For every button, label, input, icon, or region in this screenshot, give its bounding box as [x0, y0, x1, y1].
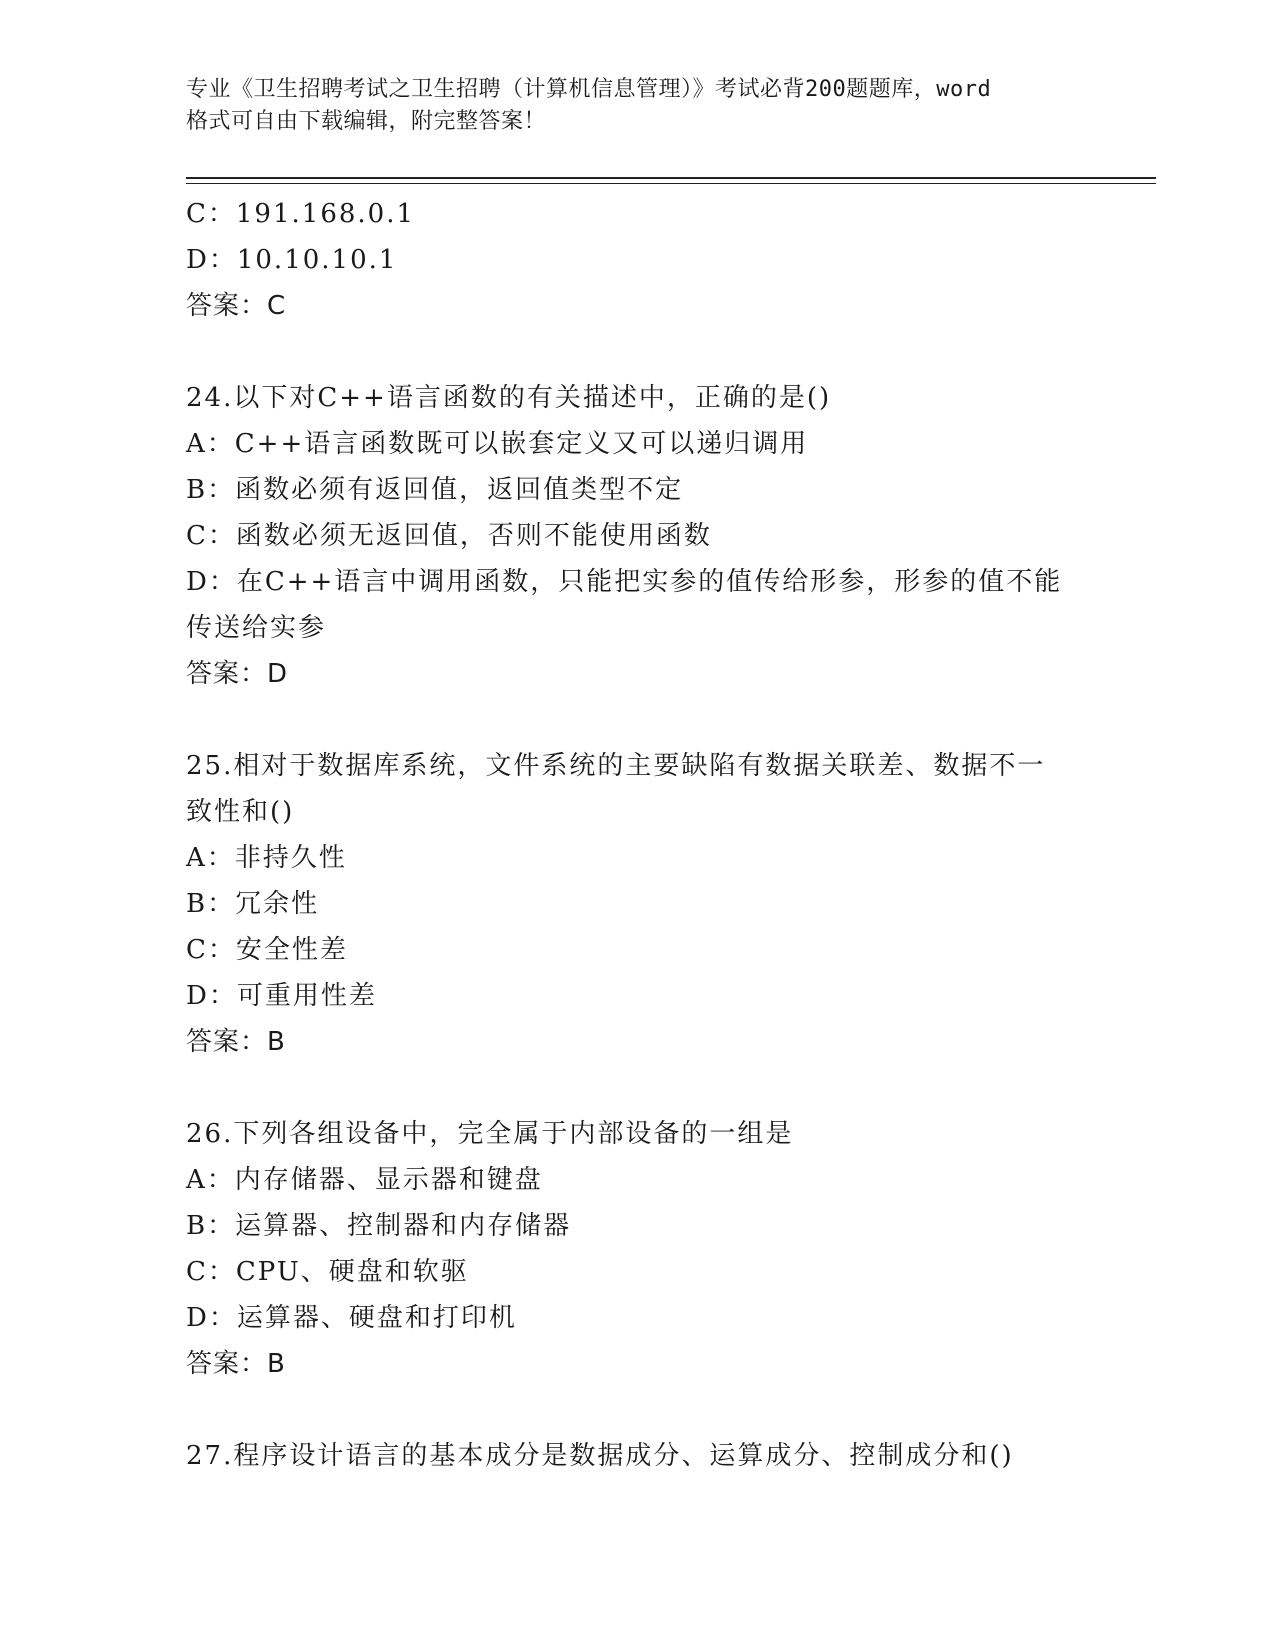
spacer — [186, 1065, 1086, 1111]
option-d: D：运算器、硬盘和打印机 — [186, 1303, 517, 1333]
question-list — [186, 191, 1086, 1479]
question-stem-continued: 致性和() — [186, 797, 295, 827]
question-27 — [186, 1433, 1086, 1479]
option-d-continued: 传送给实参 — [186, 613, 327, 643]
spacer — [186, 329, 1086, 375]
header-divider-thin — [186, 183, 1156, 184]
option-a: A：内存储器、显示器和键盘 — [186, 1165, 543, 1195]
header-title-line-2: 格式可自由下载编辑，附完整答案！ — [186, 109, 547, 134]
option-c: C：函数必须无返回值，否则不能使用函数 — [186, 521, 712, 551]
option-c: C：安全性差 — [186, 935, 348, 965]
option-d: D：在C++语言中调用函数，只能把实参的值传给形参，形参的值不能 — [186, 567, 1063, 597]
question-stem: 25.相对于数据库系统，文件系统的主要缺陷有数据关联差、数据不一 — [186, 751, 1046, 781]
header-divider-thick — [186, 177, 1156, 179]
answer-line: 答案：B — [186, 1027, 286, 1057]
option-b: B：冗余性 — [186, 889, 320, 919]
answer-line: 答案：C — [186, 291, 287, 321]
question-stem: 24.以下对C++语言函数的有关描述中，正确的是() — [186, 383, 832, 413]
question-26 — [186, 1111, 1086, 1387]
answer-line: 答案：B — [186, 1349, 286, 1379]
question-stem: 27.程序设计语言的基本成分是数据成分、运算成分、控制成分和() — [186, 1441, 1014, 1471]
question-stem: 26.下列各组设备中，完全属于内部设备的一组是 — [186, 1119, 794, 1149]
question-24 — [186, 375, 1086, 697]
document-header — [186, 74, 1086, 138]
option-c: C：CPU、硬盘和软驱 — [186, 1257, 469, 1287]
option-b: B：函数必须有返回值，返回值类型不定 — [186, 475, 684, 505]
option-a: A：非持久性 — [186, 843, 347, 873]
option-a: A：C++语言函数既可以嵌套定义又可以递归调用 — [186, 429, 809, 459]
spacer — [186, 697, 1086, 743]
answer-line: 答案：D — [186, 659, 289, 689]
header-title-line-1: 专业《卫生招聘考试之卫生招聘（计算机信息管理）》考试必背200题题库，word — [186, 77, 992, 102]
option-c: C：191.168.0.1 — [186, 199, 416, 229]
option-d: D：可重用性差 — [186, 981, 377, 1011]
spacer — [186, 1387, 1086, 1433]
question-25 — [186, 743, 1086, 1065]
option-b: B：运算器、控制器和内存储器 — [186, 1211, 572, 1241]
option-d: D：10.10.10.1 — [186, 245, 398, 275]
question-fragment — [186, 191, 1086, 329]
